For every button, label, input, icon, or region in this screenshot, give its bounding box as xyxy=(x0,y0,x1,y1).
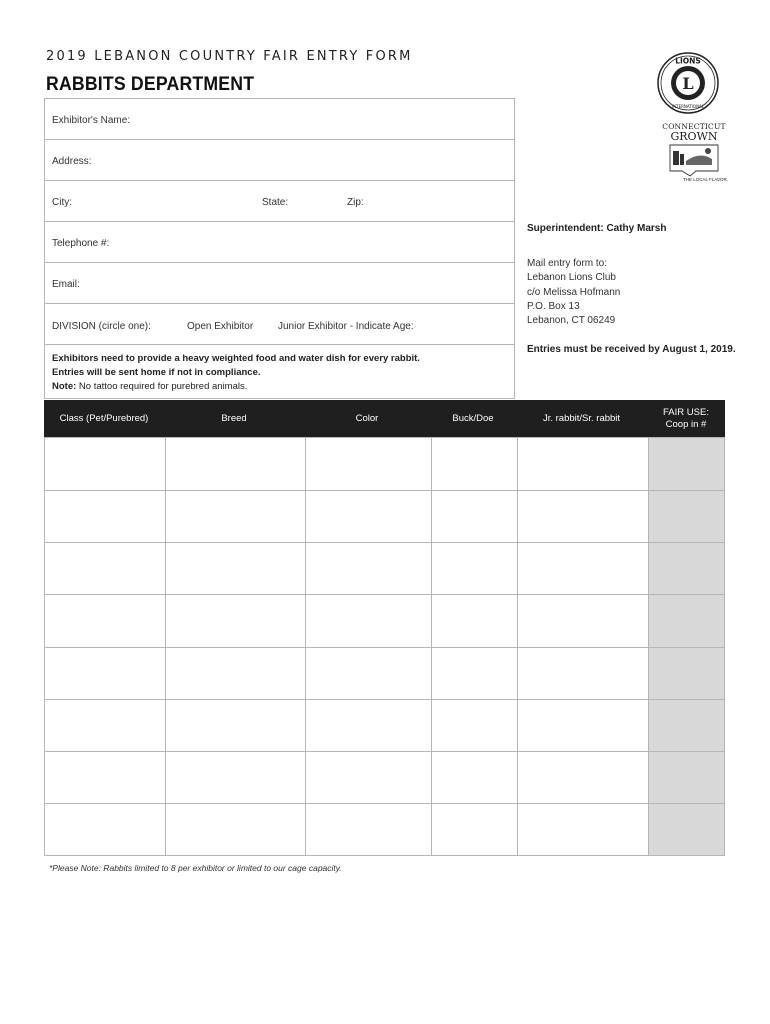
telephone-label: Telephone #: xyxy=(52,238,110,249)
fair-use-line1: FAIR USE: xyxy=(663,406,709,418)
table-cell[interactable] xyxy=(306,439,430,489)
table-cell[interactable] xyxy=(518,804,647,854)
mail-line: c/o Melissa Hofmann xyxy=(527,286,621,298)
col-header-jr-sr: Jr. rabbit/Sr. rabbit xyxy=(542,412,621,424)
zip-label: Zip: xyxy=(347,197,364,208)
fair-use-cell xyxy=(649,439,723,489)
table-cell[interactable] xyxy=(518,595,647,645)
table-cell[interactable] xyxy=(432,491,516,541)
fair-use-cell xyxy=(649,700,723,750)
table-cell[interactable] xyxy=(46,804,164,854)
notice-block xyxy=(52,352,512,394)
note-text: No tattoo required for purebred animals. xyxy=(76,381,248,392)
city-label: City: xyxy=(52,197,72,208)
table-cell[interactable] xyxy=(432,543,516,593)
mail-line: Lebanon, CT 06249 xyxy=(527,315,616,327)
mail-line: Lebanon Lions Club xyxy=(527,272,616,284)
table-cell[interactable] xyxy=(518,648,647,698)
table-cell[interactable] xyxy=(306,491,430,541)
note-label: Note: xyxy=(52,381,77,392)
lions-logo-icon xyxy=(657,52,719,114)
col-header-color: Color xyxy=(355,412,379,424)
fair-use-cell xyxy=(649,648,723,698)
svg-text:L: L xyxy=(682,74,694,93)
fair-use-cell xyxy=(649,804,723,854)
connecticut-grown-logo xyxy=(660,122,728,190)
table-cell[interactable] xyxy=(166,595,304,645)
mail-line: P.O. Box 13 xyxy=(527,300,580,312)
table-cell[interactable] xyxy=(518,752,647,802)
table-cell[interactable] xyxy=(518,491,647,541)
department-title: RABBITS DEPARTMENT xyxy=(46,74,255,95)
table-cell[interactable] xyxy=(306,752,430,802)
table-cell[interactable] xyxy=(166,804,304,854)
table-cell[interactable] xyxy=(166,543,304,593)
mail-address-block xyxy=(527,257,620,328)
table-cell[interactable] xyxy=(166,439,304,489)
svg-text:LIONS: LIONS xyxy=(675,56,701,66)
entry-table xyxy=(44,400,725,856)
table-cell[interactable] xyxy=(306,804,430,854)
svg-text:INTERNATIONAL: INTERNATIONAL xyxy=(671,104,705,109)
fair-use-cell xyxy=(649,595,723,645)
ct-state-icon xyxy=(660,143,728,179)
state-label: State: xyxy=(262,197,289,208)
notice-line-2: Entries will be sent home if not in compliance. xyxy=(52,367,261,378)
deadline-text: Entries must be received by August 1, 2019. xyxy=(527,344,736,355)
table-cell[interactable] xyxy=(432,439,516,489)
table-cell[interactable] xyxy=(518,700,647,750)
fair-use-cell xyxy=(649,543,723,593)
table-cell[interactable] xyxy=(432,804,516,854)
table-cell[interactable] xyxy=(166,648,304,698)
table-cell[interactable] xyxy=(518,439,647,489)
footnote: *Please Note: Rabbits limited to 8 per exhibitor or limited to our cage capacity. xyxy=(49,863,342,873)
division-row[interactable] xyxy=(45,304,514,345)
exhibitor-info-box xyxy=(44,98,515,399)
table-cell[interactable] xyxy=(518,543,647,593)
table-cell[interactable] xyxy=(166,752,304,802)
fair-use-line2: Coop in # xyxy=(665,418,707,430)
table-cell[interactable] xyxy=(432,752,516,802)
division-label: DIVISION (circle one): xyxy=(52,321,151,332)
telephone-field[interactable] xyxy=(45,222,514,263)
col-header-class: Class (Pet/Purebred) xyxy=(59,412,149,424)
email-field[interactable] xyxy=(45,263,514,304)
table-cell[interactable] xyxy=(432,648,516,698)
superintendent-text: Superintendent: Cathy Marsh xyxy=(527,223,667,234)
table-cell[interactable] xyxy=(46,752,164,802)
table-cell[interactable] xyxy=(46,648,164,698)
table-cell[interactable] xyxy=(46,439,164,489)
ct-grown-line1: CONNECTICUT xyxy=(662,122,726,131)
email-label: Email: xyxy=(52,279,80,290)
table-cell[interactable] xyxy=(432,700,516,750)
exhibitor-name-label: Exhibitor's Name: xyxy=(52,115,131,126)
table-cell[interactable] xyxy=(306,595,430,645)
col-header-buck-doe: Buck/Doe xyxy=(452,412,494,424)
exhibitor-name-field[interactable] xyxy=(45,99,514,140)
col-header-fair-use xyxy=(647,400,725,437)
division-open-option[interactable]: Open Exhibitor xyxy=(187,321,254,332)
ct-grown-line2: GROWN xyxy=(670,130,718,143)
table-cell[interactable] xyxy=(46,700,164,750)
table-cell[interactable] xyxy=(46,595,164,645)
table-cell[interactable] xyxy=(306,543,430,593)
table-cell[interactable] xyxy=(46,491,164,541)
table-cell[interactable] xyxy=(306,648,430,698)
table-body xyxy=(44,437,725,856)
ct-grown-tagline: THE LOCAL FLAVOR. xyxy=(682,177,728,182)
table-header xyxy=(44,400,725,437)
fair-use-cell xyxy=(649,491,723,541)
col-header-breed: Breed xyxy=(221,412,247,424)
notice-line-1: Exhibitors need to provide a heavy weighted food and water dish for every rabbit. xyxy=(52,353,420,364)
fair-use-cell xyxy=(649,752,723,802)
division-junior-option[interactable]: Junior Exhibitor - Indicate Age: xyxy=(278,321,414,332)
table-cell[interactable] xyxy=(166,700,304,750)
table-cell[interactable] xyxy=(306,700,430,750)
address-field[interactable] xyxy=(45,140,514,181)
form-kicker: 2019 LEBANON COUNTRY FAIR ENTRY FORM xyxy=(46,49,413,64)
city-state-zip-row[interactable] xyxy=(45,181,514,222)
mail-line: Mail entry form to: xyxy=(527,258,608,269)
table-cell[interactable] xyxy=(432,595,516,645)
lions-club-logo xyxy=(657,52,719,119)
table-cell[interactable] xyxy=(166,491,304,541)
table-cell[interactable] xyxy=(46,543,164,593)
address-label: Address: xyxy=(52,156,92,167)
